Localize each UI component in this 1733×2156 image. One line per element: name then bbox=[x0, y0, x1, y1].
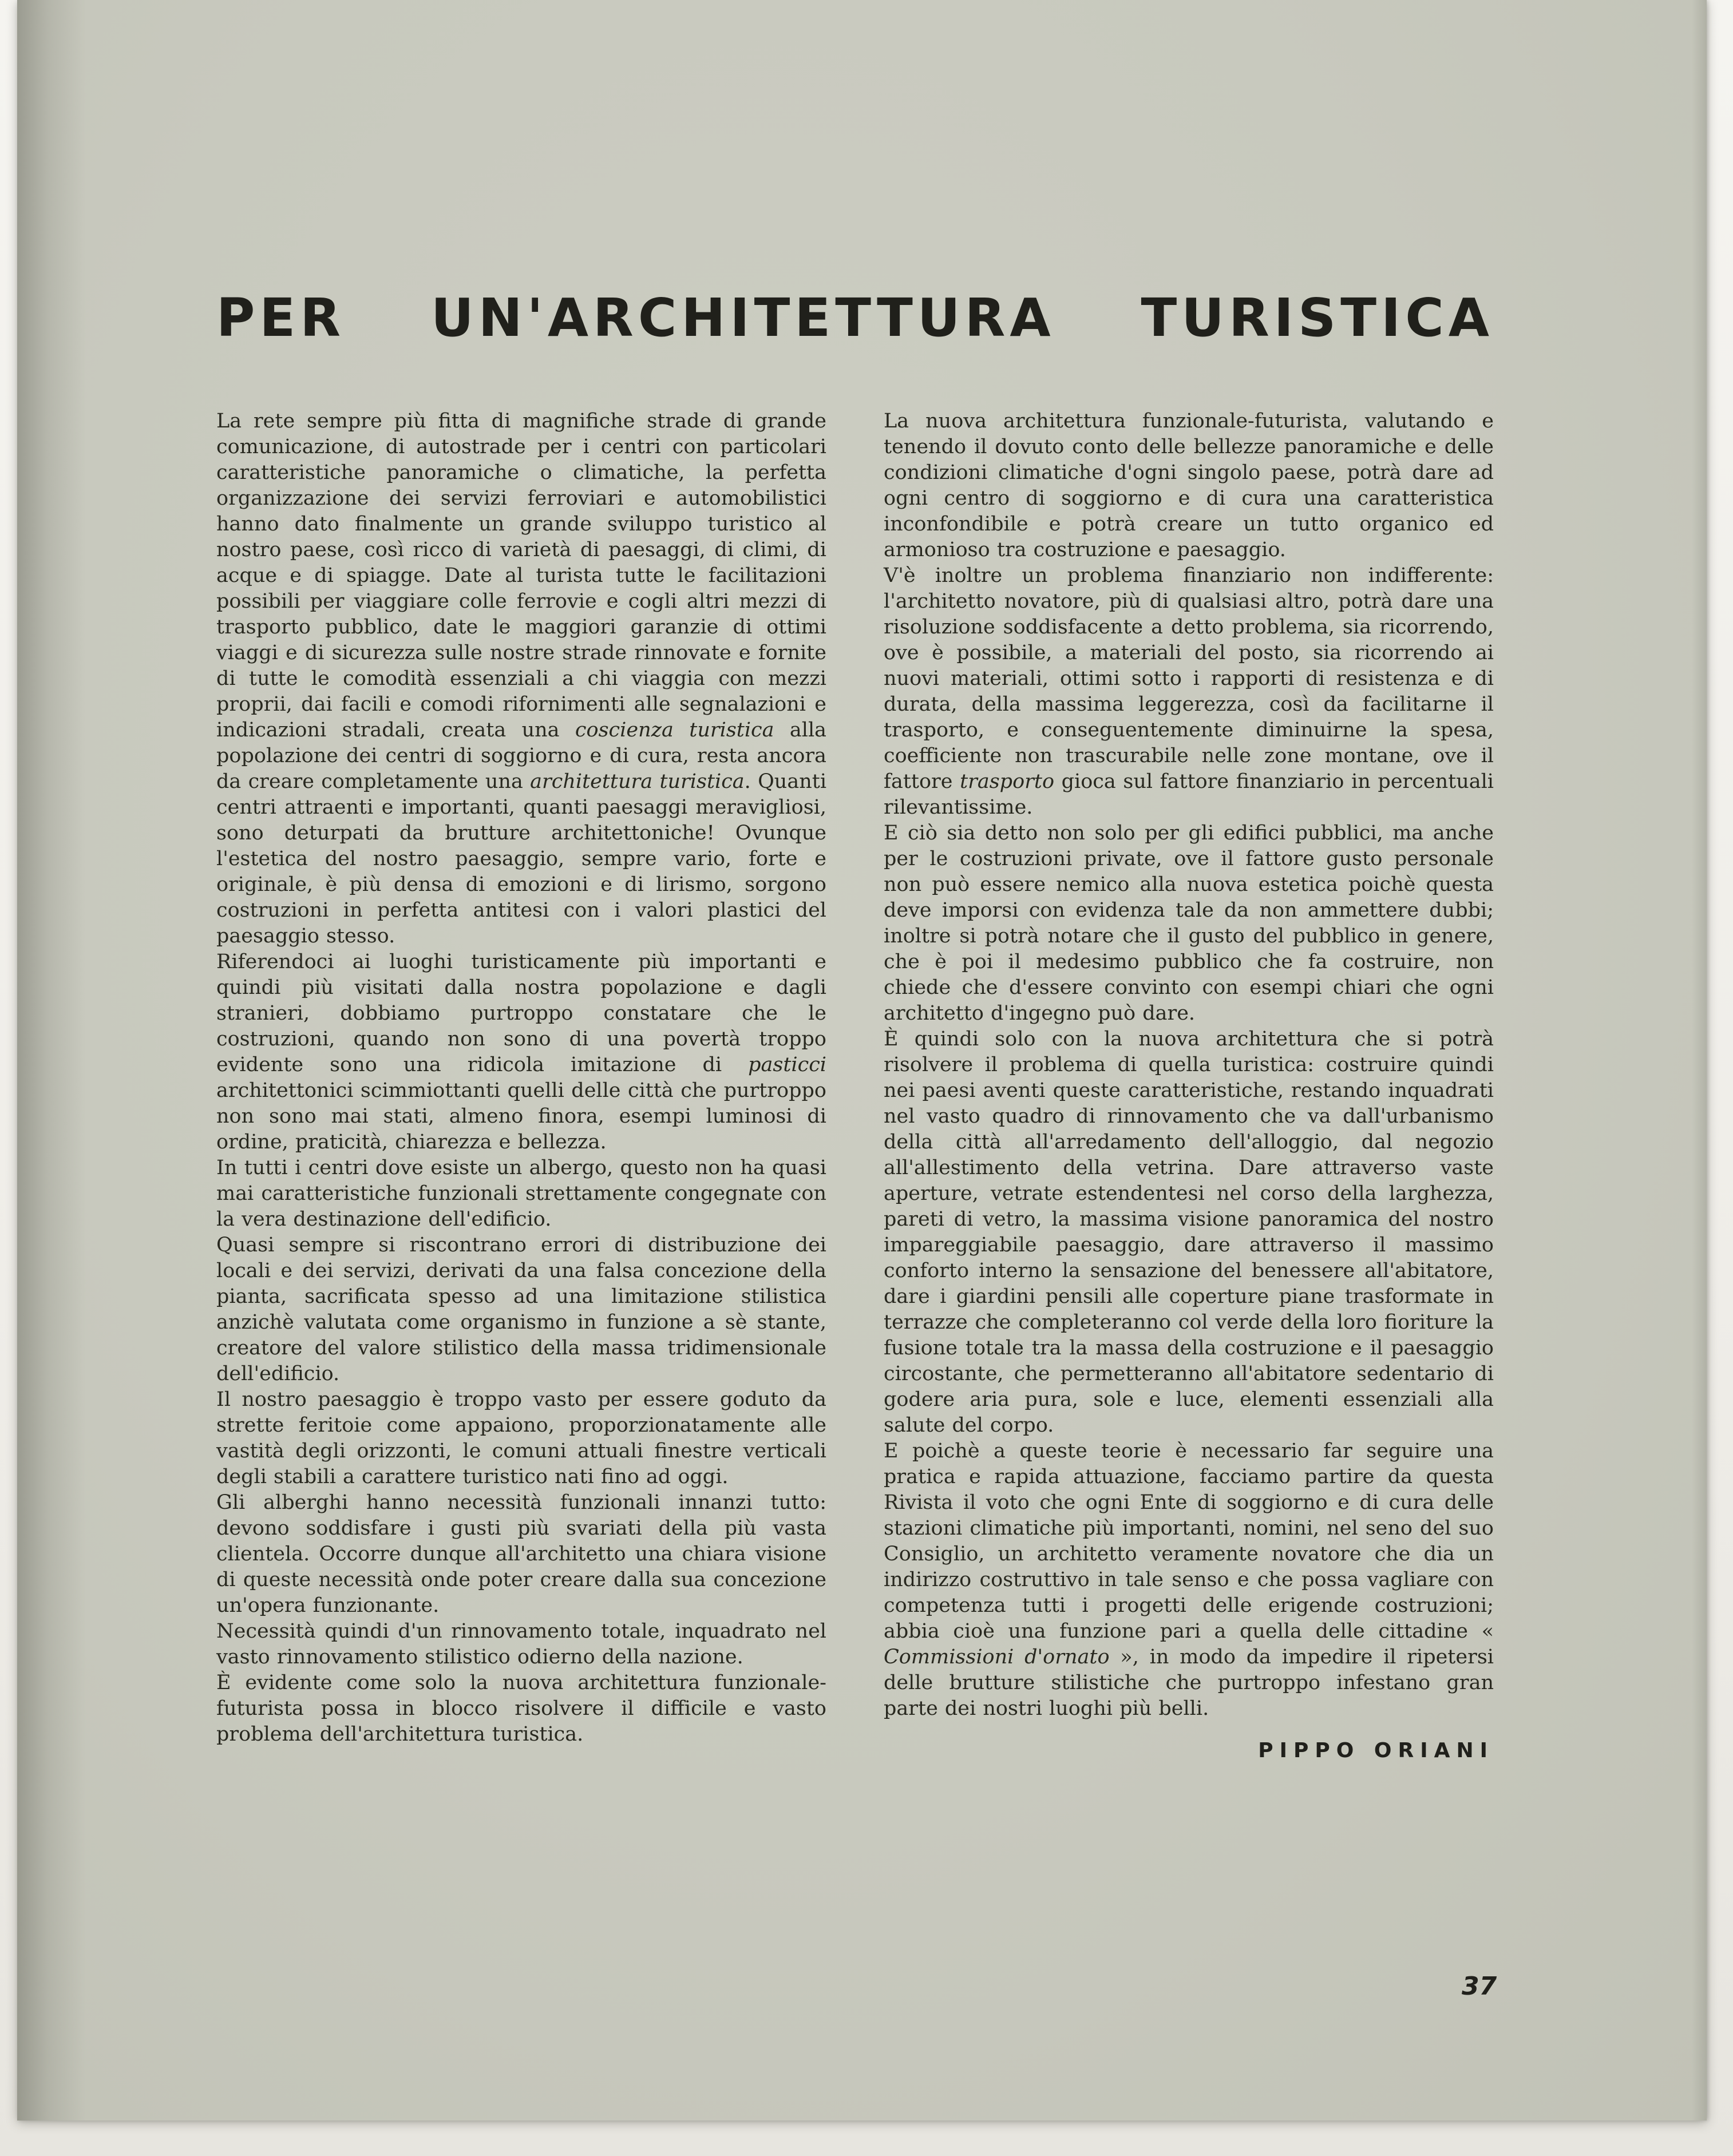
paragraph: Gli alberghi hanno necessità funzionali innanzi tutto: devono soddisfare i gusti più svariati della più vasta clientela. Occorre dunque all'architetto una chiara visione di queste necessità onde poter creare dalla sua concezione un'opera funzionante. bbox=[216, 1491, 826, 1617]
magazine-page bbox=[17, 0, 1707, 2121]
article-body bbox=[216, 409, 1494, 1763]
paragraph: Riferendoci ai luoghi turisticamente più importanti e quindi più visitati dalla nostra popolazione e dagli stranieri, dobbiamo purtroppo constatare che le costruzioni, quando non sono di una povertà troppo evidente sono una ridicola imitazione di pasticci architettonici scimmiottanti quelli delle città che purtroppo non sono mai stati, almeno finora, esempi luminosi di ordine, praticità, chiarezza e bellezza. bbox=[216, 950, 826, 1154]
right-column bbox=[884, 409, 1494, 1763]
page-right-edge-shadow bbox=[1692, 0, 1707, 2121]
title-word-3: TURISTICA bbox=[1141, 287, 1494, 348]
title-word-2: UN'ARCHITETTURA bbox=[430, 287, 1055, 348]
paragraph: In tutti i centri dove esiste un albergo, questo non ha quasi mai caratteristiche funzionali strettamente congegnate con la vera destinazione dell'edificio. bbox=[216, 1156, 826, 1231]
paragraph: Necessità quindi d'un rinnovamento totale, inquadrato nel vasto rinnovamento stilistico odierno della nazione. bbox=[216, 1620, 826, 1668]
paragraph: Il nostro paesaggio è troppo vasto per essere goduto da strette feritoie come appaiono, proporzionatamente alle vastità degli orizzonti, le comuni attuali finestre verticali degli stabili a carattere turistico nati fino ad oggi. bbox=[216, 1388, 826, 1488]
paragraph: E poichè a queste teorie è necessario far seguire una pratica e rapida attuazione, facciamo partire da questa Rivista il voto che ogni Ente di soggiorno e di cura delle stazioni climatiche più importanti, nomini, nel seno del suo Consiglio, un architetto veramente novatore che dia un indirizzo costruttivo in tale senso e che possa vagliare con competenza tutti i progetti delle erigende costruzioni; abbia cioè una funzione pari a quella delle cittadine « Commissioni d'ornato », in modo da impedire il ripetersi delle brutture stilistiche che purtroppo infestano gran parte dei nostri luoghi più belli. bbox=[884, 1440, 1494, 1720]
paragraph: La rete sempre più fitta di magnifiche strade di grande comunicazione, di autostrade per i centri con particolari caratteristiche panoramiche o climatiche, la perfetta organizzazione dei servizi ferroviari e automobilistici hanno dato finalmente un grande sviluppo turistico al nostro paese, così ricco di varietà di paesaggi, di climi, di acque e di spiagge. Date al turista tutte le facilitazioni possibili per viaggiare colle ferrovie e cogli altri mezzi di trasporto pubblico, date le maggiori garanzie di ottimi viaggi e di sicurezza sulle nostre strade rinnovate e fornite di tutte le comodità essenziali a chi viaggia con mezzi proprii, dai facili e comodi rifornimenti alle segnalazioni e indicazioni stradali, creata una coscienza turistica alla popolazione dei centri di soggiorno e di cura, resta ancora da creare completamente una architettura turistica. Quanti centri attraenti e importanti, quanti paesaggi meravigliosi, sono deturpati da brutture architettoniche! Ovunque l'estetica del nostro paesaggio, sempre vario, forte e originale, è più densa di emozioni e di lirismo, sorgono costruzioni in perfetta antitesi con i valori plastici del paesaggio stesso. bbox=[216, 410, 827, 948]
title-word-1: PER bbox=[216, 287, 346, 348]
paragraph: V'è inoltre un problema finanziario non indifferente: l'architetto novatore, più di qualsiasi altro, potrà dare una risoluzione soddisfacente a detto problema, sia ricorrendo, ove è possibile, a materiali del posto, sia ricorrendo ai nuovi materiali, ottimi sotto i rapporti di resistenza e di durata, della massima leggerezza, così da facilitarne il trasporto, e conseguentemente diminuirne la spesa, coefficiente non trascurabile nelle zone montane, ove il fattore trasporto gioca sul fattore finanziario in percentuali rilevantissime. bbox=[884, 564, 1494, 819]
page-number: 37 bbox=[1462, 1972, 1497, 2001]
paragraph: E ciò sia detto non solo per gli edifici pubblici, ma anche per le costruzioni private, ove il fattore gusto personale non può essere nemico alla nuova estetica poichè questa deve imporsi con evidenza tale da non ammettere dubbi; inoltre si potrà notare che il gusto del pubblico in genere, che è poi il medesimo pubblico che fa costruire, non chiede che d'essere convinto con esempi chiari che ogni architetto d'ingegno può dare. bbox=[884, 822, 1494, 1025]
left-column bbox=[216, 409, 826, 1763]
author-signature: PIPPO ORIANI bbox=[1258, 1739, 1494, 1762]
paragraph: Quasi sempre si riscontrano errori di distribuzione dei locali e dei servizi, derivati da una falsa concezione della pianta, sacrificata spesso ad una limitazione stilistica anzichè valutata come organismo in funzione a sè stante, creatore del valore stilistico della massa tridimensionale dell'edificio. bbox=[216, 1234, 826, 1385]
paragraph: È evidente come solo la nuova architettura funzionale-futurista possa in blocco risolvere il difficile e vasto problema dell'architettura turistica. bbox=[216, 1671, 826, 1746]
spine-shadow bbox=[17, 0, 86, 2121]
article-title bbox=[216, 287, 1494, 348]
paragraph: È quindi solo con la nuova architettura che si potrà risolvere il problema di quella turistica: costruire quindi nei paesi aventi queste caratteristiche, restando inquadrati nel vasto quadro di rinnovamento che va dall'urbanismo della città all'arredamento dell'alloggio, dal negozio all'allestimento della vetrina. Dare attraverso vaste aperture, vetrate estendentesi nel corso della larghezza, pareti di vetro, la massima visione panoramica del nostro impareggiabile paesaggio, dare attraverso il massimo conforto interno la sensazione del benessere all'abitatore, dare i giardini pensili alle coperture piane trasformate in terrazze che completeranno col verde della loro fioriture la fusione totale tra la massa della costruzione e il paesaggio circostante, che permetteranno all'abitatore sedentario di godere aria pura, sole e luce, elementi essenziali alla salute del corpo. bbox=[884, 1028, 1494, 1437]
paragraph: La nuova architettura funzionale-futurista, valutando e tenendo il dovuto conto delle bellezze panoramiche e delle condizioni climatiche d'ogni singolo paese, potrà dare ad ogni centro di soggiorno e di cura una caratteristica inconfondibile e potrà creare un tutto organico ed armonioso tra costruzione e paesaggio. bbox=[884, 410, 1494, 561]
